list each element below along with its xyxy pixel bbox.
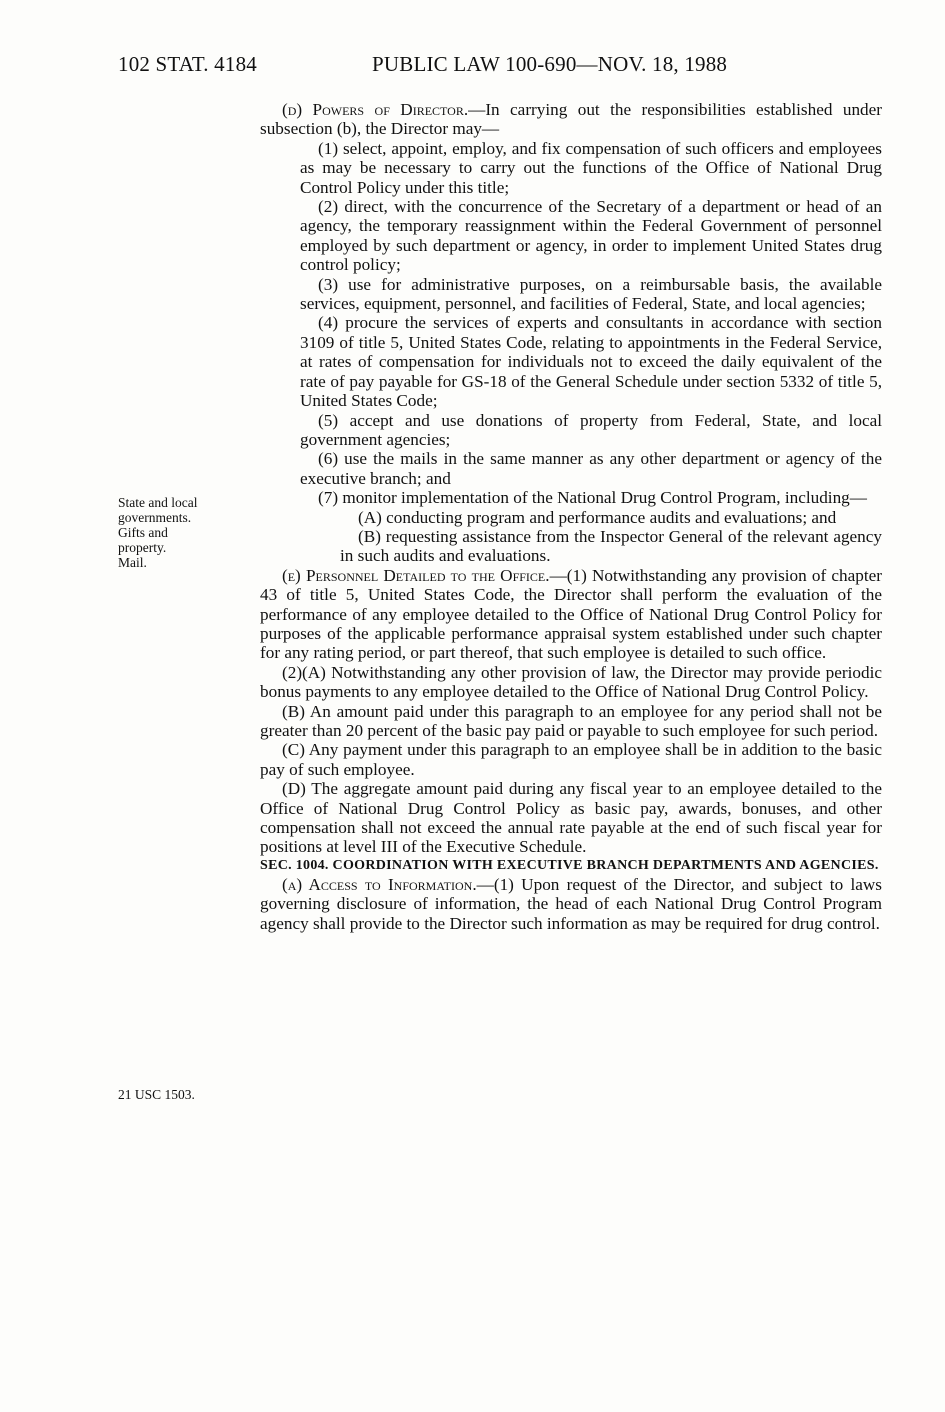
margin-note-line: Mail. bbox=[118, 555, 147, 570]
paragraph-d7: (7) monitor implementation of the National Drug Control Program, including— bbox=[318, 488, 867, 508]
subsection-d-heading: (d) Powers of Director. bbox=[282, 100, 469, 119]
subparagraph-d7a: (A) conducting program and performance audits and evaluations; and bbox=[358, 507, 837, 527]
section-heading: SEC. 1004. COORDINATION WITH EXECUTIVE BRANCH DEPARTMENTS AND AGENCIES. bbox=[260, 857, 879, 873]
paragraph-e2b: (B) An amount paid under this paragraph to an employee for any period shall not be greater than 20 percent of the basic pay paid or payable to such employee for such period. bbox=[260, 701, 882, 740]
paragraph-e2a: (2)(A) Notwithstanding any other provision of law, the Director may provide periodic bonus payments to any employee detailed to the Office of National Drug Control Policy. bbox=[260, 662, 882, 702]
subsection-e-heading: (e) Personnel Detailed to the Office. bbox=[282, 565, 550, 585]
statute-body bbox=[260, 100, 882, 933]
margin-note-line: State and local bbox=[118, 495, 198, 510]
paragraph-d1: (1) select, appoint, employ, and fix compensation of such officers and employees as may be necessary to carry out the functions of the Office of National Drug Control Policy under this title; bbox=[300, 138, 882, 197]
paragraph-e2d: (D) The aggregate amount paid during any fiscal year to an employee detailed to the Office of National Drug Control Policy as basic pay, awards, bonuses, and other compensation shall not exceed the annual rate payable at the end of such fiscal year for positions at level III of the Executive Schedule. bbox=[260, 779, 882, 857]
paragraph-d4: (4) procure the services of experts and consultants in accordance with section 3109 of title 5, United States Code, relating to appointments in the Federal Service, at rates of compensation for individuals not to exceed the daily equivalent of the rate of pay payable for GS-18 of the General Schedule under section 5332 of title 5, United States Code; bbox=[300, 313, 882, 411]
margin-note-line: Gifts and bbox=[118, 525, 168, 540]
subsection-a-text: —(1) Upon request of the Director, and subject to laws governing disclosure of information, the head of each National Drug Control Program agency shall provide to the Director such information as may be required for drug control. bbox=[260, 874, 882, 933]
margin-note-usc: 21 USC 1503. bbox=[118, 1087, 195, 1102]
paragraph-d2: (2) direct, with the concurrence of the Secretary of a department or head of an agency, the temporary reassignment within the Federal Government of personnel employed by such department or agency, in order to implement United States drug control policy; bbox=[300, 197, 882, 275]
subsection-a bbox=[260, 875, 882, 933]
subsection-e-text: —(1) Notwithstanding any provision of chapter 43 of title 5, United States Code, the Director shall perform the evaluation of the performance of any employee detailed to the Office of National Drug Control Policy for purposes of the applicable performance appraisal system established under such chapter for any rating period, or part thereof, that such employee is detailed to such office. bbox=[260, 565, 882, 663]
paragraph-d5: (5) accept and use donations of property from Federal, State, and local government agencies; bbox=[300, 410, 882, 449]
running-header-title: PUBLIC LAW 100-690—NOV. 18, 1988 bbox=[372, 52, 728, 76]
subsection-e bbox=[260, 566, 882, 663]
subsection-d bbox=[260, 100, 882, 139]
subsection-a-heading: (a) Access to Information. bbox=[282, 874, 477, 894]
subparagraph-d7b: (B) requesting assistance from the Inspector General of the relevant agency in such audits and evaluations. bbox=[340, 526, 882, 566]
margin-note-line: property. bbox=[118, 540, 167, 555]
paragraph-d3: (3) use for administrative purposes, on a reimbursable basis, the available services, equipment, personnel, and facilities of Federal, State, and local agencies; bbox=[300, 274, 882, 314]
subsection-d-text: —In carrying out the responsibilities established under subsection (b), the Director may— bbox=[260, 100, 882, 139]
paragraph-e2c: (C) Any payment under this paragraph to an employee shall be in addition to the basic pay of such employee. bbox=[260, 740, 882, 779]
margin-note-state-local bbox=[118, 495, 248, 570]
margin-note-line: governments. bbox=[118, 510, 192, 525]
paragraph-d6: (6) use the mails in the same manner as any other department or agency of the executive branch; and bbox=[300, 449, 882, 488]
stat-page-number: 102 STAT. 4184 bbox=[118, 52, 257, 76]
